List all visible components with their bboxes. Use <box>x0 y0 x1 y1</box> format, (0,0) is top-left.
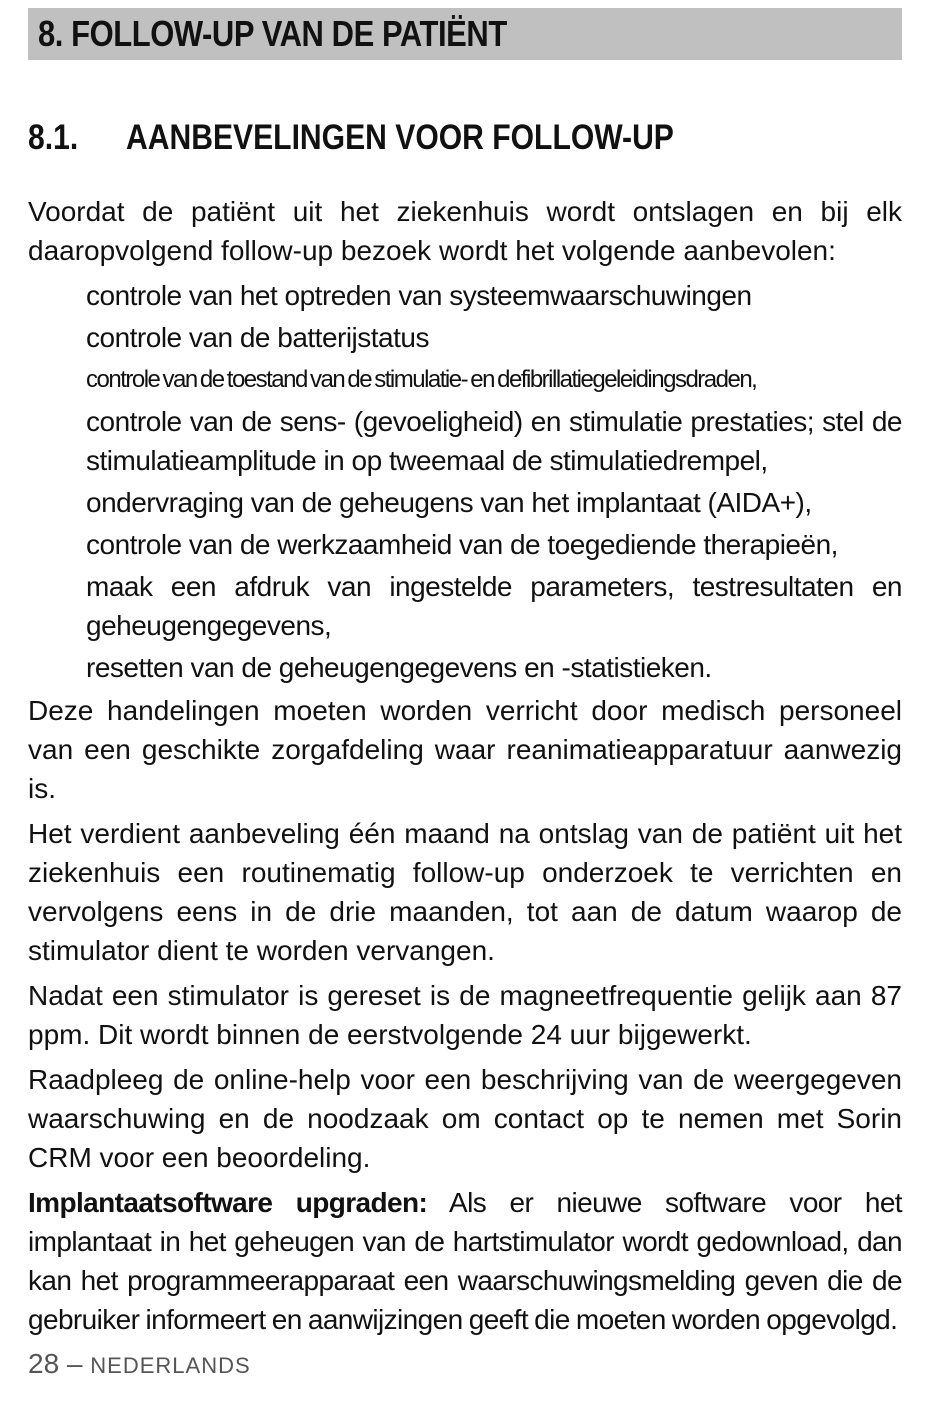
list-item: controle van het optreden van systeemwaarschuwingen <box>86 280 752 311</box>
body-paragraph: Het verdient aanbeveling één maand na ontslag van de patiënt uit het ziekenhuis een routinematig follow-up onderzoek te verrichten en vervolgens eens in de drie maanden, tot aan de datum waarop de stimulator dient te worden vervangen. <box>28 818 902 966</box>
list-item: controle van de werkzaamheid van de toegediende therapieën, <box>86 529 838 560</box>
body-paragraph: Nadat een stimulator is gereset is de magneetfrequentie gelijk aan 87 ppm. Dit wordt binnen de eerstvolgende 24 uur bijgewerkt. <box>28 980 902 1050</box>
list-item: controle van de sens- (gevoeligheid) en stimulatie prestaties; stel de stimulatieamplitude in op tweemaal de stimulatiedrempel, <box>86 406 902 476</box>
section-title: AANBEVELINGEN VOOR FOLLOW-UP <box>126 118 675 157</box>
recommendation-list <box>28 276 902 687</box>
page-number: 28 <box>28 1348 60 1379</box>
footer-dash: – <box>59 1348 91 1379</box>
body-paragraph: Raadpleeg de online-help voor een beschrijving van de weergegeven waarschuwing en de noodzaak om contact op te nemen met Sorin CRM voor een beoordeling. <box>28 1064 902 1173</box>
main-content <box>28 192 902 1345</box>
list-item: controle van de toestand van de stimulatie- en defibrillatiegeleidingsdraden, <box>86 366 757 393</box>
upgrade-paragraph <box>28 1183 902 1339</box>
list-item: resetten van de geheugengegevens en -statistieken. <box>86 652 712 683</box>
list-item: ondervraging van de geheugens van het implantaat (AIDA+), <box>86 487 812 518</box>
section-heading <box>28 112 763 164</box>
intro-paragraph: Voordat de patiënt uit het ziekenhuis wordt ontslagen en bij elk daaropvolgend follow-up bezoek wordt het volgende aanbevolen: <box>28 196 902 266</box>
footer-language: NEDERLANDS <box>90 1353 251 1378</box>
page-footer <box>28 1344 251 1386</box>
chapter-heading <box>28 8 902 60</box>
upgrade-text: Als er nieuwe software voor het implantaat in het geheugen van de hartstimulator wordt gedownload, dan kan het programmeerapparaat een waarschuwingsmelding geven die de gebruiker informeert en aanwijzingen geeft die moeten worden opgevolgd. <box>28 1187 902 1335</box>
list-item: maak een afdruk van ingestelde parameters, testresultaten en geheugengegevens, <box>86 571 902 641</box>
upgrade-label: Implantaatsoftware upgraden: <box>28 1187 428 1218</box>
section-number: 8.1. <box>28 118 79 157</box>
chapter-title: 8. FOLLOW-UP VAN DE PATIËNT <box>38 13 507 54</box>
list-item: controle van de batterijstatus <box>86 322 429 353</box>
body-paragraph: Deze handelingen moeten worden verricht door medisch personeel van een geschikte zorgafdeling waar reanimatieapparatuur aanwezig is. <box>28 695 902 804</box>
